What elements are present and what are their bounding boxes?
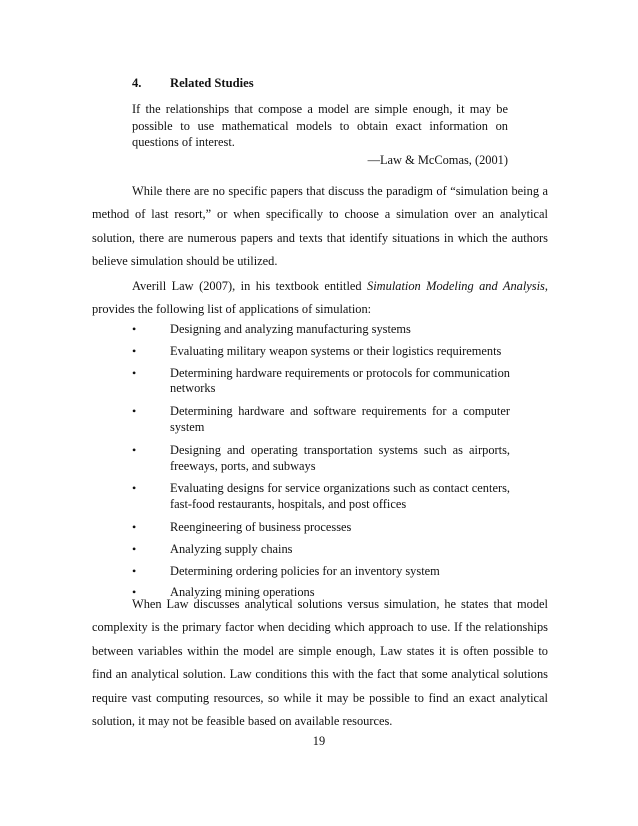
- bullet-icon: •: [132, 343, 137, 358]
- bullet-icon: •: [132, 481, 137, 496]
- paragraph-1-text: While there are no specific papers that discuss the paradigm of “simulation being a method of last resort,” or when specifically to choose a simulation over an analytical solution, there are numerous papers and texts that identify situations in which the authors believe simulation should be utilized.: [92, 184, 548, 269]
- bullet-icon: •: [132, 585, 137, 600]
- section-heading: [132, 76, 254, 91]
- section-title: Related Studies: [170, 76, 254, 90]
- bullet-icon: •: [132, 404, 137, 419]
- list-item: • Designing and operating transportation systems such as airports, freeways, ports, and subways: [132, 442, 510, 473]
- paragraph-3-text: When Law discusses analytical solutions versus simulation, he states that model complexity is the primary factor when deciding which approach to use. If the relationships between variables within the model are simple enough, Law states it is often possible to find an analytical solution. Law conditions this with the fact that some analytical solutions require vast computing resources, so while it may be possible to find an exact analytical solution, it may not be feasible based on available resources.: [92, 597, 548, 729]
- list-item: • Reengineering of business processes: [132, 519, 352, 534]
- epigraph-text: If the relationships that compose a model are simple enough, it may be possible to use mathematical models to obtain exact information on questions of interest.: [132, 102, 508, 149]
- list-item: • Determining hardware requirements or protocols for communication networks: [132, 365, 510, 396]
- list-item: • Evaluating designs for service organizations such as contact centers, fast-food restaurants, hospitals, and post offices: [132, 481, 510, 512]
- list-item: • Analyzing mining operations: [132, 585, 315, 600]
- list-item: • Determining ordering policies for an inventory system: [132, 563, 440, 578]
- epigraph-attribution: —Law & McComas, (2001): [367, 153, 508, 167]
- bullet-icon: •: [132, 563, 137, 578]
- paragraph-2-tail: , provides the following list of applications of simulation:: [92, 279, 548, 317]
- body-paragraph-3: [92, 593, 548, 733]
- list-item: • Determining hardware and software requirements for a computer system: [132, 404, 510, 434]
- list-item: • Analyzing supply chains: [132, 541, 293, 556]
- body-paragraph-2: [92, 275, 548, 322]
- applications-list: [132, 322, 510, 601]
- list-item: • Designing and analyzing manufacturing systems: [132, 322, 411, 336]
- epigraph-quote: [132, 101, 508, 151]
- body-paragraph-1: [92, 180, 548, 274]
- bullet-icon: •: [132, 365, 137, 380]
- paragraph-2-lead: Averill Law (2007), in his textbook entitled: [132, 279, 368, 293]
- page-number: 19: [312, 734, 326, 748]
- section-number: 4.: [132, 76, 142, 90]
- bullet-icon: •: [132, 519, 137, 534]
- list-item: • Evaluating military weapon systems or their logistics requirements: [132, 343, 502, 358]
- book-title: Simulation Modeling and Analysis: [367, 279, 545, 293]
- bullet-icon: •: [132, 322, 137, 336]
- bullet-icon: •: [132, 442, 137, 457]
- bullet-icon: •: [132, 541, 137, 556]
